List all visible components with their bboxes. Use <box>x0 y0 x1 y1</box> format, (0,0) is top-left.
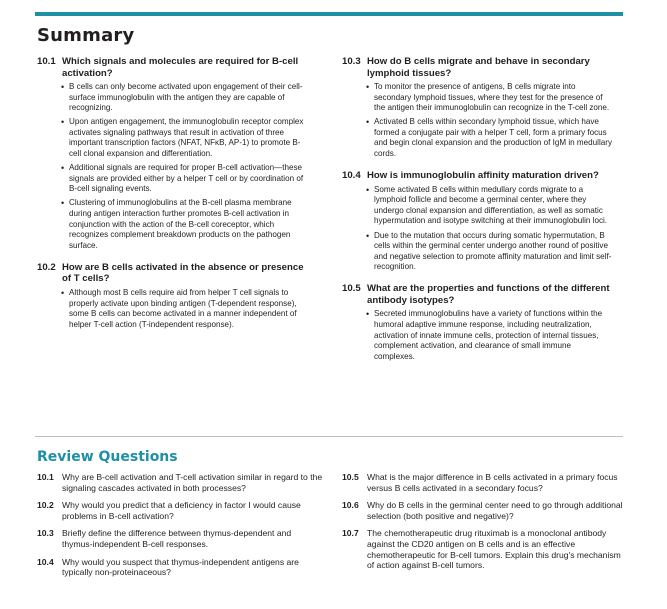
review-right-column <box>342 472 627 578</box>
review-question-10-6 <box>342 500 627 521</box>
question-text: Why are B-cell activation and T-cell activation similar in regard to the signaling cascades activated in both processes? <box>62 472 323 493</box>
summary-question-10-3 <box>342 56 614 79</box>
bullet-item: • Due to the mutation that occurs during somatic hypermutation, B cells within the germinal center undergo another round of positive and negative selection to promote affinity maturation and limit self-recognition. <box>374 231 614 273</box>
section-divider <box>35 436 623 437</box>
review-question-10-1 <box>37 472 323 493</box>
summary-question-10-2 <box>37 262 307 285</box>
question-number: 10.3 <box>342 56 361 67</box>
question-heading: What are the properties and functions of the different antibody isotypes? <box>367 283 610 306</box>
question-number: 10.7 <box>342 528 359 539</box>
question-number: 10.4 <box>342 170 361 182</box>
summary-question-10-1 <box>37 56 307 79</box>
summary-right-column <box>342 56 614 366</box>
question-text: Why would you suspect that thymus-independent antigens are typically non-proteinaceous? <box>62 556 299 578</box>
question-text: The chemotherapeutic drug rituximab is a monoclonal antibody against the CD20 antigen on B cells and is an effective chemotherapeutic for B-cell tumors. Explain this drug's mechanism of action against B-cell tumors. <box>367 528 621 571</box>
bullet-list <box>37 82 307 251</box>
question-text: Briefly define the difference between thymus-dependent and thymus-independent B-cell responses. <box>62 528 292 549</box>
question-number: 10.5 <box>342 283 361 295</box>
question-number: 10.1 <box>37 472 54 482</box>
bullet-item: • Additional signals are required for proper B-cell activation—these signals are provided either by a helper T cell or by coordination of B-cell signaling events. <box>69 163 307 195</box>
question-heading: How is immunoglobulin affinity maturation driven? <box>367 170 599 182</box>
question-heading: Which signals and molecules are required for B-cell activation? <box>62 56 299 79</box>
question-heading: How do B cells migrate and behave in secondary lymphoid tissues? <box>367 56 590 79</box>
question-number: 10.2 <box>37 500 54 511</box>
review-question-10-3 <box>37 528 323 549</box>
bullet-item: • To monitor the presence of antigens, B cells migrate into secondary lymphoid tissues, where they test for the presence of the antigen their immunoglobulin can recognize in the T-cell zone. <box>374 82 614 114</box>
bullet-item: • Upon antigen engagement, the immunoglobulin receptor complex activates signaling pathways that result in activation of three important transcription factors (NFAT, NFκB, AP-1) to promote B-cell clonal expansion and differentiation. <box>69 117 307 159</box>
question-heading: How are B cells activated in the absence or presence of T cells? <box>62 261 304 285</box>
header-accent-bar <box>35 12 623 16</box>
bullet-list <box>37 288 307 330</box>
question-number: 10.3 <box>37 528 54 539</box>
bullet-item: • B cells can only become activated upon engagement of their cell-surface immunoglobulin with the antigen they are capable of recognizing. <box>69 82 307 114</box>
bullet-item: • Secreted immunoglobulins have a variety of functions within the humoral adaptive immune response, including neutralization, activation of innate immune cells, protection of internal tissues, complement activation, and clearance of small immune complexes. <box>374 309 614 362</box>
question-text: Why would you predict that a deficiency in factor I would cause problems in B-cell activation? <box>62 500 301 521</box>
review-question-10-2 <box>37 500 323 521</box>
bullet-list <box>342 309 614 362</box>
bullet-item: • Clustering of immunoglobulins at the B-cell plasma membrane during antigen interaction further promotes B-cell activation in conjunction with the action of the B-cell coreceptor, which recognizes complement breakdown products on the pathogen surface. <box>69 198 307 251</box>
summary-left-column <box>37 56 307 334</box>
bullet-item: • Some activated B cells within medullary cords migrate to a lymphoid follicle and become a germinal center, where they undergo clonal expansion and differentiation, as well as somatic hypermutation and isotype switching at their immunoglobulin loci. <box>374 185 614 227</box>
review-question-10-7 <box>342 528 627 570</box>
question-number: 10.4 <box>37 556 54 567</box>
review-left-column <box>37 472 323 585</box>
bullet-item: • Although most B cells require aid from helper T cell signals to properly activate upon binding antigen (T-dependent response), some B cells can become activated in a manner independent of helper T-cell action (T-independent response). <box>69 288 307 330</box>
review-question-10-4 <box>37 557 323 578</box>
bullet-list <box>342 185 614 273</box>
summary-question-10-5 <box>342 283 614 306</box>
question-number: 10.5 <box>342 472 359 482</box>
question-number: 10.1 <box>37 56 56 67</box>
question-number: 10.2 <box>37 261 56 273</box>
summary-question-10-4 <box>342 170 614 182</box>
bullet-item: • Activated B cells within secondary lymphoid tissue, which have formed a conjugate pair with a helper T cell, form a primary focus and begin clonal expansion and the production of IgM in medullary cords. <box>374 117 614 159</box>
review-question-10-5 <box>342 472 627 493</box>
summary-title: Summary <box>37 25 135 46</box>
question-number: 10.6 <box>342 500 359 511</box>
question-text: Why do B cells in the germinal center need to go through additional selection (both positive and negative)? <box>367 500 623 521</box>
question-text: What is the major difference in B cells activated in a primary focus versus B cells activated in a secondary focus? <box>367 472 618 493</box>
bullet-list <box>342 82 614 160</box>
review-title: Review Questions <box>37 449 178 465</box>
